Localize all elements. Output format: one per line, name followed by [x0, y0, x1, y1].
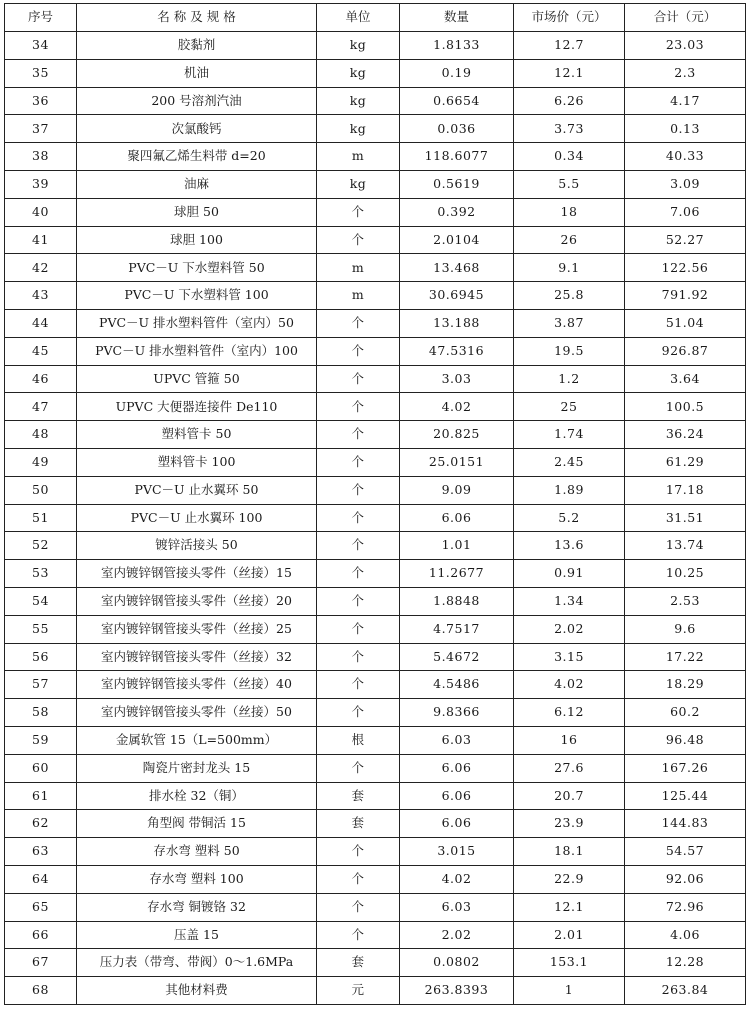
cell-price: 22.9 [514, 865, 625, 893]
cell-no: 56 [5, 643, 77, 671]
cell-no: 63 [5, 838, 77, 866]
cell-total: 10.25 [625, 560, 746, 588]
cell-qty: 6.06 [400, 754, 514, 782]
cell-name: 塑料管卡 100 [77, 448, 317, 476]
table-row [5, 282, 746, 310]
table-row [5, 476, 746, 504]
cell-qty: 20.825 [400, 421, 514, 449]
cell-name: PVC－U 止水翼环 100 [77, 504, 317, 532]
cell-total: 125.44 [625, 782, 746, 810]
cell-price: 25 [514, 393, 625, 421]
cell-price: 3.73 [514, 115, 625, 143]
cell-name: PVC－U 下水塑料管 100 [77, 282, 317, 310]
cell-total: 92.06 [625, 865, 746, 893]
cell-no: 45 [5, 337, 77, 365]
cell-qty: 6.03 [400, 726, 514, 754]
cell-total: 36.24 [625, 421, 746, 449]
cell-qty: 11.2677 [400, 560, 514, 588]
table-row [5, 977, 746, 1005]
cell-qty: 3.015 [400, 838, 514, 866]
cell-unit: 套 [317, 949, 400, 977]
cell-price: 2.02 [514, 615, 625, 643]
cell-price: 6.12 [514, 699, 625, 727]
table-body [5, 32, 746, 1005]
header-price: 市场价（元） [514, 4, 625, 32]
cell-total: 13.74 [625, 532, 746, 560]
cell-total: 52.27 [625, 226, 746, 254]
cell-qty: 1.8133 [400, 32, 514, 60]
cell-name: 陶瓷片密封龙头 15 [77, 754, 317, 782]
table-row [5, 615, 746, 643]
cell-total: 72.96 [625, 893, 746, 921]
cell-no: 60 [5, 754, 77, 782]
cell-no: 37 [5, 115, 77, 143]
cell-price: 13.6 [514, 532, 625, 560]
cell-unit: 个 [317, 671, 400, 699]
table-row [5, 726, 746, 754]
header-no: 序号 [5, 4, 77, 32]
cell-name: UPVC 管箍 50 [77, 365, 317, 393]
cell-qty: 47.5316 [400, 337, 514, 365]
cell-price: 20.7 [514, 782, 625, 810]
table-row [5, 838, 746, 866]
cell-unit: kg [317, 87, 400, 115]
cell-total: 17.22 [625, 643, 746, 671]
cell-unit: m [317, 143, 400, 171]
cell-name: 压盖 15 [77, 921, 317, 949]
cell-unit: 个 [317, 560, 400, 588]
cell-qty: 25.0151 [400, 448, 514, 476]
cell-total: 0.13 [625, 115, 746, 143]
cell-price: 3.87 [514, 309, 625, 337]
cell-total: 167.26 [625, 754, 746, 782]
cell-total: 2.3 [625, 59, 746, 87]
header-name: 名 称 及 规 格 [77, 4, 317, 32]
table-row [5, 309, 746, 337]
cell-qty: 118.6077 [400, 143, 514, 171]
cell-no: 34 [5, 32, 77, 60]
table-row [5, 504, 746, 532]
cell-name: 球胆 50 [77, 198, 317, 226]
table-row [5, 671, 746, 699]
cell-total: 7.06 [625, 198, 746, 226]
cell-qty: 5.4672 [400, 643, 514, 671]
cell-qty: 0.6654 [400, 87, 514, 115]
cell-no: 40 [5, 198, 77, 226]
cell-price: 1.34 [514, 587, 625, 615]
cell-total: 12.28 [625, 949, 746, 977]
cell-name: 室内镀锌钢管接头零件（丝接）25 [77, 615, 317, 643]
cell-no: 43 [5, 282, 77, 310]
cell-total: 2.53 [625, 587, 746, 615]
cell-no: 54 [5, 587, 77, 615]
cell-name: 角型阀 带铜活 15 [77, 810, 317, 838]
cell-no: 58 [5, 699, 77, 727]
cell-name: 胶黏剂 [77, 32, 317, 60]
cell-qty: 0.0802 [400, 949, 514, 977]
cell-unit: 套 [317, 782, 400, 810]
cell-no: 51 [5, 504, 77, 532]
cell-total: 40.33 [625, 143, 746, 171]
cell-qty: 6.06 [400, 782, 514, 810]
cell-qty: 1.01 [400, 532, 514, 560]
cell-price: 18 [514, 198, 625, 226]
cell-qty: 0.19 [400, 59, 514, 87]
table-row [5, 198, 746, 226]
cell-total: 926.87 [625, 337, 746, 365]
table-row [5, 87, 746, 115]
cell-total: 144.83 [625, 810, 746, 838]
cell-qty: 9.09 [400, 476, 514, 504]
cell-price: 2.45 [514, 448, 625, 476]
cell-qty: 0.5619 [400, 170, 514, 198]
cell-price: 5.5 [514, 170, 625, 198]
cell-unit: m [317, 254, 400, 282]
cell-unit: 个 [317, 198, 400, 226]
table-row [5, 337, 746, 365]
cell-price: 1.2 [514, 365, 625, 393]
cell-name: 存水弯 铜镀铬 32 [77, 893, 317, 921]
cell-no: 53 [5, 560, 77, 588]
cell-qty: 0.036 [400, 115, 514, 143]
cell-price: 6.26 [514, 87, 625, 115]
cell-price: 4.02 [514, 671, 625, 699]
table-row [5, 532, 746, 560]
cell-name: 室内镀锌钢管接头零件（丝接）50 [77, 699, 317, 727]
cell-name: 其他材料费 [77, 977, 317, 1005]
cell-no: 67 [5, 949, 77, 977]
table-row [5, 643, 746, 671]
cell-total: 60.2 [625, 699, 746, 727]
cell-unit: 个 [317, 838, 400, 866]
cell-no: 47 [5, 393, 77, 421]
cell-total: 263.84 [625, 977, 746, 1005]
cell-qty: 6.06 [400, 504, 514, 532]
cell-unit: 个 [317, 226, 400, 254]
cell-qty: 4.5486 [400, 671, 514, 699]
cell-name: 排水栓 32（铜） [77, 782, 317, 810]
table-row [5, 810, 746, 838]
table-row [5, 949, 746, 977]
cell-no: 57 [5, 671, 77, 699]
cell-no: 61 [5, 782, 77, 810]
cell-name: PVC－U 排水塑料管件（室内）100 [77, 337, 317, 365]
cell-unit: 个 [317, 421, 400, 449]
cell-name: 存水弯 塑料 100 [77, 865, 317, 893]
cell-unit: 个 [317, 754, 400, 782]
cell-no: 62 [5, 810, 77, 838]
table-row [5, 143, 746, 171]
cell-unit: 元 [317, 977, 400, 1005]
cell-price: 5.2 [514, 504, 625, 532]
cell-total: 791.92 [625, 282, 746, 310]
cell-qty: 6.03 [400, 893, 514, 921]
cell-no: 42 [5, 254, 77, 282]
cell-no: 66 [5, 921, 77, 949]
cell-unit: 根 [317, 726, 400, 754]
cell-qty: 4.7517 [400, 615, 514, 643]
cell-no: 39 [5, 170, 77, 198]
cell-unit: 个 [317, 587, 400, 615]
cell-unit: kg [317, 32, 400, 60]
cell-price: 153.1 [514, 949, 625, 977]
cell-total: 9.6 [625, 615, 746, 643]
cell-total: 61.29 [625, 448, 746, 476]
cell-unit: 个 [317, 865, 400, 893]
cell-no: 36 [5, 87, 77, 115]
cell-name: 球胆 100 [77, 226, 317, 254]
table-row [5, 365, 746, 393]
cell-unit: 个 [317, 448, 400, 476]
cell-total: 100.5 [625, 393, 746, 421]
table-row [5, 115, 746, 143]
cell-qty: 4.02 [400, 393, 514, 421]
cell-no: 44 [5, 309, 77, 337]
cell-qty: 6.06 [400, 810, 514, 838]
cell-total: 18.29 [625, 671, 746, 699]
cell-unit: 个 [317, 309, 400, 337]
cell-price: 0.91 [514, 560, 625, 588]
table-row [5, 921, 746, 949]
cell-price: 2.01 [514, 921, 625, 949]
cell-name: 油麻 [77, 170, 317, 198]
cell-unit: kg [317, 170, 400, 198]
cell-total: 96.48 [625, 726, 746, 754]
cell-price: 12.7 [514, 32, 625, 60]
cell-total: 122.56 [625, 254, 746, 282]
table-row [5, 893, 746, 921]
cell-price: 25.8 [514, 282, 625, 310]
cell-name: PVC－U 下水塑料管 50 [77, 254, 317, 282]
table-row [5, 865, 746, 893]
table-row [5, 393, 746, 421]
cell-total: 17.18 [625, 476, 746, 504]
cell-unit: kg [317, 59, 400, 87]
header-total: 合计（元） [625, 4, 746, 32]
cell-qty: 263.8393 [400, 977, 514, 1005]
cell-qty: 13.188 [400, 309, 514, 337]
cell-price: 19.5 [514, 337, 625, 365]
cell-unit: 个 [317, 699, 400, 727]
cell-unit: 个 [317, 615, 400, 643]
cell-qty: 9.8366 [400, 699, 514, 727]
table-row [5, 421, 746, 449]
cell-no: 41 [5, 226, 77, 254]
cell-unit: 个 [317, 337, 400, 365]
cell-name: 室内镀锌钢管接头零件（丝接）15 [77, 560, 317, 588]
cell-name: 金属软管 15（L=500mm） [77, 726, 317, 754]
cell-price: 16 [514, 726, 625, 754]
cell-qty: 13.468 [400, 254, 514, 282]
table-row [5, 587, 746, 615]
table-row [5, 226, 746, 254]
cell-no: 38 [5, 143, 77, 171]
cell-name: PVC－U 止水翼环 50 [77, 476, 317, 504]
cell-no: 59 [5, 726, 77, 754]
cell-name: 机油 [77, 59, 317, 87]
cell-no: 55 [5, 615, 77, 643]
cell-total: 23.03 [625, 32, 746, 60]
table-row [5, 782, 746, 810]
cell-total: 31.51 [625, 504, 746, 532]
cell-price: 9.1 [514, 254, 625, 282]
table-row [5, 448, 746, 476]
cell-total: 4.06 [625, 921, 746, 949]
cell-unit: 个 [317, 476, 400, 504]
cell-unit: 个 [317, 504, 400, 532]
header-qty: 数量 [400, 4, 514, 32]
table-row [5, 254, 746, 282]
cell-no: 49 [5, 448, 77, 476]
table-row [5, 59, 746, 87]
cell-no: 64 [5, 865, 77, 893]
cell-unit: 个 [317, 643, 400, 671]
cell-unit: m [317, 282, 400, 310]
cell-price: 1.74 [514, 421, 625, 449]
header-unit: 单位 [317, 4, 400, 32]
cell-name: UPVC 大便器连接件 De110 [77, 393, 317, 421]
cell-qty: 2.02 [400, 921, 514, 949]
cell-price: 27.6 [514, 754, 625, 782]
cell-price: 3.15 [514, 643, 625, 671]
cell-qty: 4.02 [400, 865, 514, 893]
cell-price: 23.9 [514, 810, 625, 838]
header-row [5, 4, 746, 32]
cell-name: 室内镀锌钢管接头零件（丝接）32 [77, 643, 317, 671]
cell-qty: 1.8848 [400, 587, 514, 615]
cell-unit: 个 [317, 393, 400, 421]
material-price-table [4, 3, 746, 1005]
cell-price: 12.1 [514, 59, 625, 87]
cell-price: 1 [514, 977, 625, 1005]
cell-no: 35 [5, 59, 77, 87]
cell-qty: 2.0104 [400, 226, 514, 254]
cell-qty: 3.03 [400, 365, 514, 393]
cell-unit: 个 [317, 893, 400, 921]
cell-unit: 个 [317, 921, 400, 949]
cell-price: 26 [514, 226, 625, 254]
table-row [5, 170, 746, 198]
cell-total: 4.17 [625, 87, 746, 115]
table-header [5, 4, 746, 32]
table-row [5, 754, 746, 782]
cell-unit: 套 [317, 810, 400, 838]
cell-unit: 个 [317, 365, 400, 393]
cell-total: 3.64 [625, 365, 746, 393]
cell-no: 50 [5, 476, 77, 504]
cell-qty: 0.392 [400, 198, 514, 226]
cell-no: 46 [5, 365, 77, 393]
cell-price: 0.34 [514, 143, 625, 171]
cell-name: 塑料管卡 50 [77, 421, 317, 449]
table-row [5, 560, 746, 588]
cell-no: 65 [5, 893, 77, 921]
cell-name: 室内镀锌钢管接头零件（丝接）20 [77, 587, 317, 615]
cell-name: 压力表（带弯、带阀）0～1.6MPa [77, 949, 317, 977]
cell-qty: 30.6945 [400, 282, 514, 310]
cell-name: PVC－U 排水塑料管件（室内）50 [77, 309, 317, 337]
cell-no: 68 [5, 977, 77, 1005]
cell-price: 1.89 [514, 476, 625, 504]
table-row [5, 699, 746, 727]
cell-total: 54.57 [625, 838, 746, 866]
cell-total: 3.09 [625, 170, 746, 198]
table-row [5, 32, 746, 60]
cell-name: 200 号溶剂汽油 [77, 87, 317, 115]
cell-name: 存水弯 塑料 50 [77, 838, 317, 866]
cell-unit: 个 [317, 532, 400, 560]
cell-no: 48 [5, 421, 77, 449]
cell-total: 51.04 [625, 309, 746, 337]
cell-name: 室内镀锌钢管接头零件（丝接）40 [77, 671, 317, 699]
cell-unit: kg [317, 115, 400, 143]
cell-name: 聚四氟乙烯生料带 d=20 [77, 143, 317, 171]
cell-no: 52 [5, 532, 77, 560]
cell-name: 镀锌活接头 50 [77, 532, 317, 560]
cell-price: 12.1 [514, 893, 625, 921]
cell-name: 次氯酸钙 [77, 115, 317, 143]
cell-price: 18.1 [514, 838, 625, 866]
